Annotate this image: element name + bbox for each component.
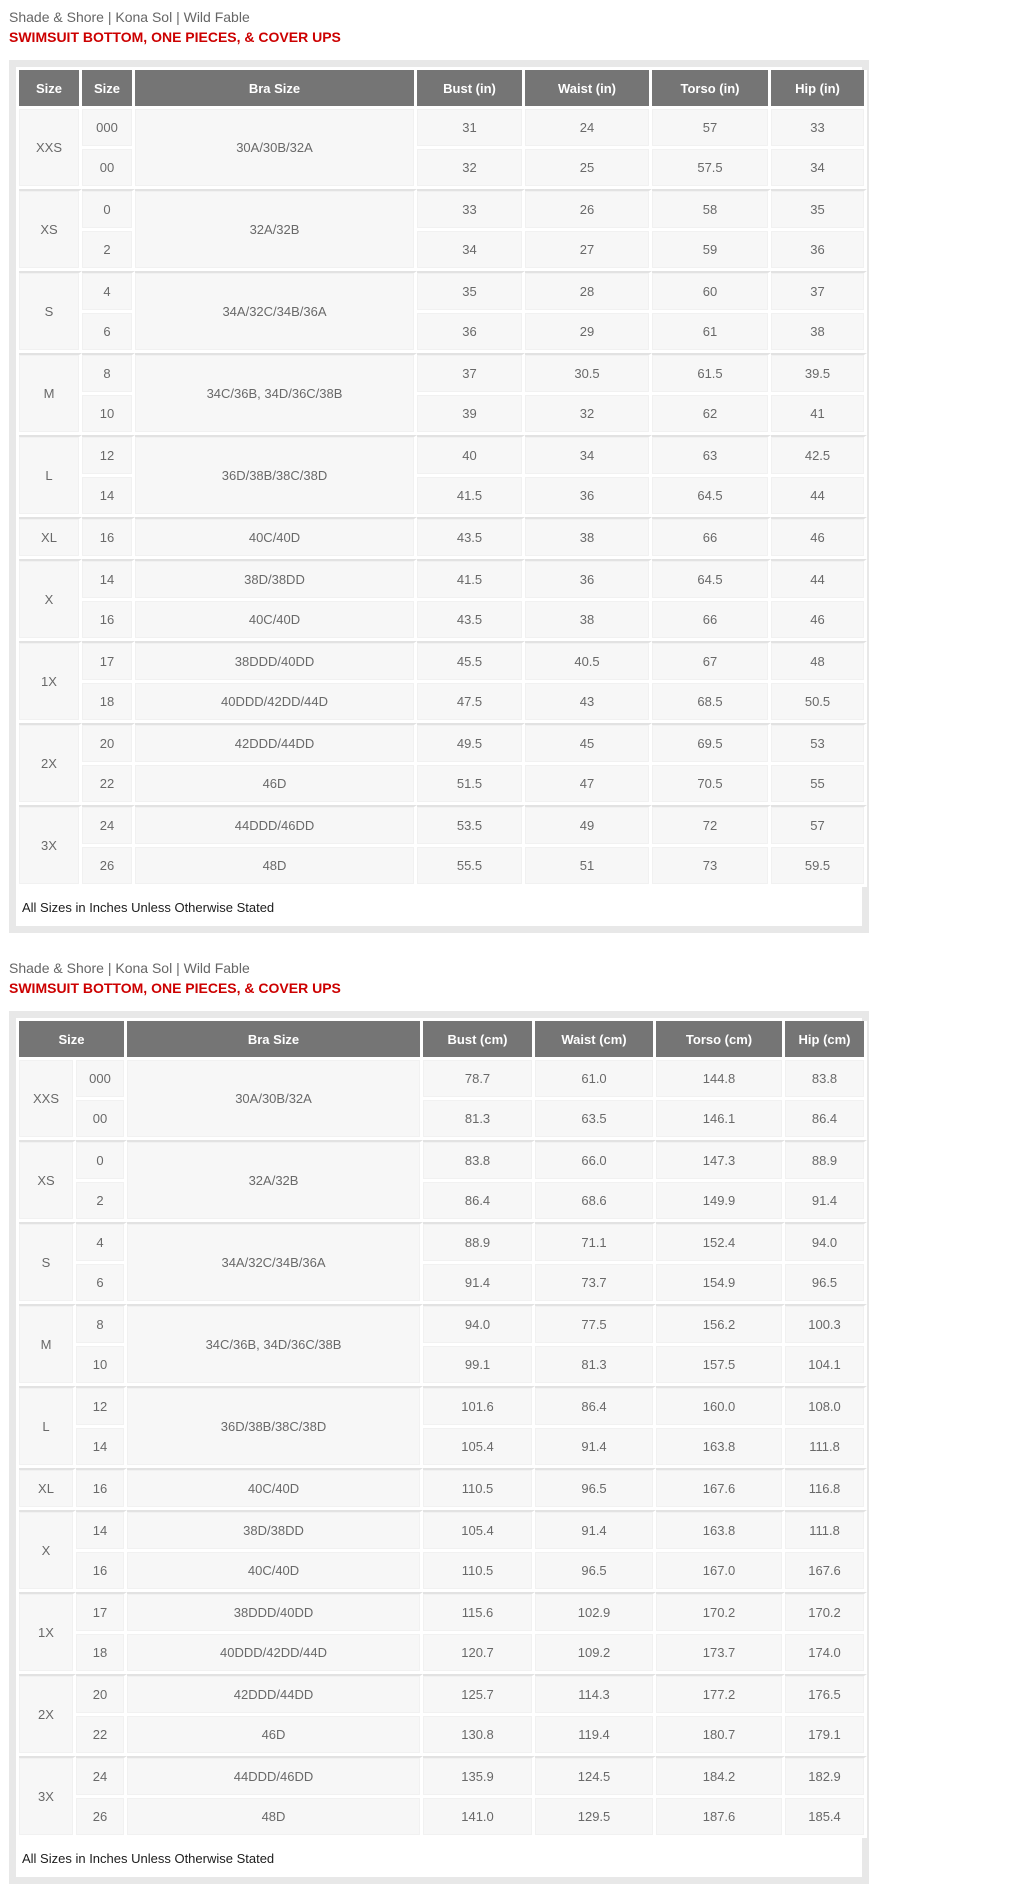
brand-list: Shade & Shore | Kona Sol | Wild Fable — [9, 9, 250, 25]
bra-size-cell: 40DDD/42DD/44D — [127, 1634, 423, 1674]
size-cell: 000 — [76, 1060, 127, 1100]
measurement-cell: 70.5 — [652, 765, 771, 805]
size-cell: 10 — [76, 1346, 127, 1386]
table-row — [19, 1510, 867, 1552]
measurement-cell: 170.2 — [656, 1592, 785, 1634]
measurement-cell: 173.7 — [656, 1634, 785, 1674]
column-header: Torso (cm) — [656, 1021, 785, 1060]
size-group-cell: S — [19, 271, 82, 353]
size-cell: 14 — [82, 477, 135, 517]
measurement-cell: 40 — [417, 435, 525, 477]
size-cell: 14 — [76, 1510, 127, 1552]
size-cell: 26 — [76, 1798, 127, 1838]
size-table-cm — [19, 1021, 867, 1838]
size-group-cell: L — [19, 1386, 76, 1468]
measurement-cell: 170.2 — [785, 1592, 867, 1634]
table-row — [19, 517, 867, 559]
size-cell: 0 — [76, 1140, 127, 1182]
table-row — [19, 1468, 867, 1510]
bra-size-cell: 36D/38B/38C/38D — [135, 435, 417, 517]
bra-size-cell: 40C/40D — [135, 601, 417, 641]
size-cell: 17 — [82, 641, 135, 683]
table-row — [19, 1222, 867, 1264]
measurement-cell: 125.7 — [423, 1674, 535, 1716]
measurement-cell: 102.9 — [535, 1592, 656, 1634]
measurement-cell: 101.6 — [423, 1386, 535, 1428]
table-row — [19, 1592, 867, 1634]
table-row — [19, 109, 867, 149]
measurement-cell: 25 — [525, 149, 652, 189]
size-cell: 4 — [82, 271, 135, 313]
measurement-cell: 110.5 — [423, 1552, 535, 1592]
measurement-cell: 58 — [652, 189, 771, 231]
measurement-cell: 42.5 — [771, 435, 867, 477]
table-row — [19, 847, 867, 887]
table-row — [19, 189, 867, 231]
size-cell: 16 — [76, 1468, 127, 1510]
measurement-cell: 49 — [525, 805, 652, 847]
size-cell: 16 — [82, 517, 135, 559]
measurement-cell: 66 — [652, 517, 771, 559]
measurement-cell: 63 — [652, 435, 771, 477]
size-cell: 8 — [82, 353, 135, 395]
size-group-cell: 1X — [19, 1592, 76, 1674]
measurement-cell: 96.5 — [535, 1552, 656, 1592]
measurement-cell: 32 — [417, 149, 525, 189]
measurement-cell: 38 — [525, 601, 652, 641]
size-cell: 14 — [82, 559, 135, 601]
bra-size-cell: 38DDD/40DD — [135, 641, 417, 683]
bra-size-cell: 34C/36B, 34D/36C/38B — [135, 353, 417, 435]
measurement-cell: 63.5 — [535, 1100, 656, 1140]
measurement-cell: 67 — [652, 641, 771, 683]
measurement-cell: 33 — [771, 109, 867, 149]
column-header: Bra Size — [127, 1021, 423, 1060]
header-row — [19, 1021, 867, 1060]
size-cell: 10 — [82, 395, 135, 435]
measurement-cell: 157.5 — [656, 1346, 785, 1386]
size-cell: 00 — [76, 1100, 127, 1140]
measurement-cell: 73 — [652, 847, 771, 887]
size-chart-section-inches — [9, 8, 869, 933]
measurement-cell: 49.5 — [417, 723, 525, 765]
size-chart-panel-inches — [9, 60, 869, 933]
table-row — [19, 641, 867, 683]
measurement-cell: 119.4 — [535, 1716, 656, 1756]
measurement-cell: 105.4 — [423, 1428, 535, 1468]
measurement-cell: 163.8 — [656, 1510, 785, 1552]
size-cell: 18 — [82, 683, 135, 723]
table-container-cm — [16, 1018, 862, 1877]
measurement-cell: 45.5 — [417, 641, 525, 683]
size-cell: 00 — [82, 149, 135, 189]
measurement-cell: 47 — [525, 765, 652, 805]
measurement-cell: 38 — [771, 313, 867, 353]
measurement-cell: 83.8 — [423, 1140, 535, 1182]
measurement-cell: 177.2 — [656, 1674, 785, 1716]
measurement-cell: 71.1 — [535, 1222, 656, 1264]
measurement-cell: 32 — [525, 395, 652, 435]
bra-size-cell: 44DDD/46DD — [127, 1756, 423, 1798]
bra-size-cell: 34A/32C/34B/36A — [135, 271, 417, 353]
size-cell: 17 — [76, 1592, 127, 1634]
bra-size-cell: 40C/40D — [127, 1552, 423, 1592]
measurement-cell: 72 — [652, 805, 771, 847]
measurement-cell: 73.7 — [535, 1264, 656, 1304]
measurement-cell: 86.4 — [535, 1386, 656, 1428]
measurement-cell: 57.5 — [652, 149, 771, 189]
bra-size-cell: 38D/38DD — [135, 559, 417, 601]
measurement-cell: 24 — [525, 109, 652, 149]
measurement-cell: 104.1 — [785, 1346, 867, 1386]
table-container-inches — [16, 67, 862, 926]
table-row — [19, 601, 867, 641]
measurement-cell: 40.5 — [525, 641, 652, 683]
measurement-cell: 36 — [771, 231, 867, 271]
measurement-cell: 34 — [771, 149, 867, 189]
measurement-cell: 152.4 — [656, 1222, 785, 1264]
size-cell: 16 — [76, 1552, 127, 1592]
size-table-inches — [19, 70, 867, 887]
bra-size-cell: 40C/40D — [127, 1468, 423, 1510]
size-cell: 000 — [82, 109, 135, 149]
bra-size-cell: 42DDD/44DD — [127, 1674, 423, 1716]
measurement-cell: 45 — [525, 723, 652, 765]
measurement-cell: 91.4 — [785, 1182, 867, 1222]
measurement-cell: 88.9 — [423, 1222, 535, 1264]
column-header: Hip (in) — [771, 70, 867, 109]
measurement-cell: 182.9 — [785, 1756, 867, 1798]
measurement-cell: 66.0 — [535, 1140, 656, 1182]
size-group-cell: XL — [19, 1468, 76, 1510]
measurement-cell: 36 — [525, 559, 652, 601]
bra-size-cell: 46D — [135, 765, 417, 805]
size-group-cell: 3X — [19, 1756, 76, 1838]
size-cell: 26 — [82, 847, 135, 887]
column-header: Hip (cm) — [785, 1021, 867, 1060]
measurement-cell: 33 — [417, 189, 525, 231]
size-cell: 24 — [82, 805, 135, 847]
column-header: Size — [19, 70, 82, 109]
bra-size-cell: 30A/30B/32A — [135, 109, 417, 189]
table-row — [19, 1634, 867, 1674]
size-group-cell: 1X — [19, 641, 82, 723]
measurement-cell: 57 — [652, 109, 771, 149]
measurement-cell: 111.8 — [785, 1510, 867, 1552]
measurement-cell: 41.5 — [417, 477, 525, 517]
size-cell: 20 — [82, 723, 135, 765]
measurement-cell: 185.4 — [785, 1798, 867, 1838]
size-cell: 4 — [76, 1222, 127, 1264]
table-row — [19, 805, 867, 847]
column-header: Bust (cm) — [423, 1021, 535, 1060]
measurement-cell: 36 — [417, 313, 525, 353]
table-row — [19, 1716, 867, 1756]
measurement-cell: 35 — [417, 271, 525, 313]
measurement-cell: 39 — [417, 395, 525, 435]
measurement-cell: 167.0 — [656, 1552, 785, 1592]
bra-size-cell: 44DDD/46DD — [135, 805, 417, 847]
size-group-cell: XS — [19, 189, 82, 271]
bra-size-cell: 34C/36B, 34D/36C/38B — [127, 1304, 423, 1386]
measurement-cell: 61.5 — [652, 353, 771, 395]
measurement-cell: 53.5 — [417, 805, 525, 847]
measurement-cell: 115.6 — [423, 1592, 535, 1634]
measurement-cell: 184.2 — [656, 1756, 785, 1798]
footnote-cm: All Sizes in Inches Unless Otherwise Stated — [19, 1838, 859, 1874]
column-header: Waist (cm) — [535, 1021, 656, 1060]
size-group-cell: XXS — [19, 1060, 76, 1140]
measurement-cell: 135.9 — [423, 1756, 535, 1798]
measurement-cell: 130.8 — [423, 1716, 535, 1756]
measurement-cell: 100.3 — [785, 1304, 867, 1346]
measurement-cell: 69.5 — [652, 723, 771, 765]
size-cell: 6 — [82, 313, 135, 353]
measurement-cell: 144.8 — [656, 1060, 785, 1100]
column-header: Waist (in) — [525, 70, 652, 109]
measurement-cell: 44 — [771, 477, 867, 517]
size-cell: 0 — [82, 189, 135, 231]
bra-size-cell: 46D — [127, 1716, 423, 1756]
bra-size-cell: 48D — [135, 847, 417, 887]
size-group-cell: XS — [19, 1140, 76, 1222]
size-group-cell: S — [19, 1222, 76, 1304]
measurement-cell: 94.0 — [785, 1222, 867, 1264]
measurement-cell: 29 — [525, 313, 652, 353]
measurement-cell: 174.0 — [785, 1634, 867, 1674]
measurement-cell: 108.0 — [785, 1386, 867, 1428]
measurement-cell: 167.6 — [785, 1552, 867, 1592]
size-chart-panel-cm — [9, 1011, 869, 1884]
size-cell: 6 — [76, 1264, 127, 1304]
measurement-cell: 88.9 — [785, 1140, 867, 1182]
measurement-cell: 91.4 — [423, 1264, 535, 1304]
measurement-cell: 156.2 — [656, 1304, 785, 1346]
size-chart-section-cm — [9, 959, 869, 1884]
page-title: SWIMSUIT BOTTOM, ONE PIECES, & COVER UPS — [9, 980, 341, 996]
measurement-cell: 86.4 — [423, 1182, 535, 1222]
measurement-cell: 47.5 — [417, 683, 525, 723]
size-cell: 24 — [76, 1756, 127, 1798]
table-row — [19, 1798, 867, 1838]
table-row — [19, 353, 867, 395]
size-group-cell: 2X — [19, 723, 82, 805]
measurement-cell: 91.4 — [535, 1428, 656, 1468]
column-header: Bust (in) — [417, 70, 525, 109]
measurement-cell: 141.0 — [423, 1798, 535, 1838]
measurement-cell: 44 — [771, 559, 867, 601]
bra-size-cell: 40C/40D — [135, 517, 417, 559]
measurement-cell: 116.8 — [785, 1468, 867, 1510]
measurement-cell: 105.4 — [423, 1510, 535, 1552]
measurement-cell: 50.5 — [771, 683, 867, 723]
measurement-cell: 96.5 — [785, 1264, 867, 1304]
size-cell: 2 — [82, 231, 135, 271]
size-group-cell: M — [19, 353, 82, 435]
measurement-cell: 120.7 — [423, 1634, 535, 1674]
measurement-cell: 26 — [525, 189, 652, 231]
measurement-cell: 160.0 — [656, 1386, 785, 1428]
measurement-cell: 68.6 — [535, 1182, 656, 1222]
table-row — [19, 559, 867, 601]
table-row — [19, 1552, 867, 1592]
measurement-cell: 48 — [771, 641, 867, 683]
bra-size-cell: 48D — [127, 1798, 423, 1838]
size-cell: 14 — [76, 1428, 127, 1468]
measurement-cell: 114.3 — [535, 1674, 656, 1716]
bra-size-cell: 36D/38B/38C/38D — [127, 1386, 423, 1468]
measurement-cell: 109.2 — [535, 1634, 656, 1674]
table-row — [19, 1674, 867, 1716]
measurement-cell: 36 — [525, 477, 652, 517]
size-group-cell: 3X — [19, 805, 82, 887]
measurement-cell: 51 — [525, 847, 652, 887]
measurement-cell: 180.7 — [656, 1716, 785, 1756]
measurement-cell: 163.8 — [656, 1428, 785, 1468]
measurement-cell: 99.1 — [423, 1346, 535, 1386]
measurement-cell: 55 — [771, 765, 867, 805]
measurement-cell: 46 — [771, 517, 867, 559]
measurement-cell: 187.6 — [656, 1798, 785, 1838]
table-row — [19, 1304, 867, 1346]
measurement-cell: 43.5 — [417, 517, 525, 559]
measurement-cell: 51.5 — [417, 765, 525, 805]
measurement-cell: 176.5 — [785, 1674, 867, 1716]
measurement-cell: 55.5 — [417, 847, 525, 887]
table-row — [19, 271, 867, 313]
measurement-cell: 43.5 — [417, 601, 525, 641]
measurement-cell: 61.0 — [535, 1060, 656, 1100]
measurement-cell: 129.5 — [535, 1798, 656, 1838]
table-row — [19, 1140, 867, 1182]
measurement-cell: 91.4 — [535, 1510, 656, 1552]
measurement-cell: 28 — [525, 271, 652, 313]
measurement-cell: 124.5 — [535, 1756, 656, 1798]
measurement-cell: 149.9 — [656, 1182, 785, 1222]
size-group-cell: X — [19, 559, 82, 641]
measurement-cell: 78.7 — [423, 1060, 535, 1100]
table-row — [19, 1756, 867, 1798]
measurement-cell: 37 — [771, 271, 867, 313]
size-cell: 2 — [76, 1182, 127, 1222]
measurement-cell: 30.5 — [525, 353, 652, 395]
measurement-cell: 38 — [525, 517, 652, 559]
table-row — [19, 765, 867, 805]
measurement-cell: 64.5 — [652, 559, 771, 601]
measurement-cell: 35 — [771, 189, 867, 231]
measurement-cell: 41 — [771, 395, 867, 435]
column-header: Torso (in) — [652, 70, 771, 109]
measurement-cell: 60 — [652, 271, 771, 313]
measurement-cell: 61 — [652, 313, 771, 353]
measurement-cell: 59 — [652, 231, 771, 271]
measurement-cell: 111.8 — [785, 1428, 867, 1468]
bra-size-cell: 34A/32C/34B/36A — [127, 1222, 423, 1304]
measurement-cell: 41.5 — [417, 559, 525, 601]
measurement-cell: 34 — [525, 435, 652, 477]
size-group-cell: X — [19, 1510, 76, 1592]
measurement-cell: 154.9 — [656, 1264, 785, 1304]
footnote-inches: All Sizes in Inches Unless Otherwise Stated — [19, 887, 859, 923]
measurement-cell: 68.5 — [652, 683, 771, 723]
column-header: Bra Size — [135, 70, 417, 109]
bra-size-cell: 30A/30B/32A — [127, 1060, 423, 1140]
header-row — [19, 70, 867, 109]
measurement-cell: 27 — [525, 231, 652, 271]
size-cell: 8 — [76, 1304, 127, 1346]
bra-size-cell: 38D/38DD — [127, 1510, 423, 1552]
measurement-cell: 146.1 — [656, 1100, 785, 1140]
measurement-cell: 37 — [417, 353, 525, 395]
size-cell: 18 — [76, 1634, 127, 1674]
bra-size-cell: 40DDD/42DD/44D — [135, 683, 417, 723]
measurement-cell: 83.8 — [785, 1060, 867, 1100]
measurement-cell: 57 — [771, 805, 867, 847]
measurement-cell: 66 — [652, 601, 771, 641]
size-cell: 12 — [82, 435, 135, 477]
measurement-cell: 110.5 — [423, 1468, 535, 1510]
measurement-cell: 31 — [417, 109, 525, 149]
measurement-cell: 62 — [652, 395, 771, 435]
measurement-cell: 81.3 — [423, 1100, 535, 1140]
size-group-cell: XL — [19, 517, 82, 559]
measurement-cell: 39.5 — [771, 353, 867, 395]
table-row — [19, 683, 867, 723]
measurement-cell: 86.4 — [785, 1100, 867, 1140]
size-group-cell: M — [19, 1304, 76, 1386]
measurement-cell: 179.1 — [785, 1716, 867, 1756]
bra-size-cell: 32A/32B — [135, 189, 417, 271]
size-cell: 12 — [76, 1386, 127, 1428]
column-header: Size — [82, 70, 135, 109]
measurement-cell: 34 — [417, 231, 525, 271]
measurement-cell: 81.3 — [535, 1346, 656, 1386]
size-group-cell: XXS — [19, 109, 82, 189]
page-title: SWIMSUIT BOTTOM, ONE PIECES, & COVER UPS — [9, 29, 341, 45]
table-row — [19, 1386, 867, 1428]
measurement-cell: 96.5 — [535, 1468, 656, 1510]
brand-list: Shade & Shore | Kona Sol | Wild Fable — [9, 960, 250, 976]
measurement-cell: 43 — [525, 683, 652, 723]
table-row — [19, 723, 867, 765]
size-cell: 22 — [82, 765, 135, 805]
bra-size-cell: 38DDD/40DD — [127, 1592, 423, 1634]
measurement-cell: 147.3 — [656, 1140, 785, 1182]
measurement-cell: 94.0 — [423, 1304, 535, 1346]
bra-size-cell: 42DDD/44DD — [135, 723, 417, 765]
measurement-cell: 64.5 — [652, 477, 771, 517]
bra-size-cell: 32A/32B — [127, 1140, 423, 1222]
column-header: Size — [19, 1021, 127, 1060]
measurement-cell: 46 — [771, 601, 867, 641]
size-cell: 22 — [76, 1716, 127, 1756]
table-row — [19, 435, 867, 477]
measurement-cell: 77.5 — [535, 1304, 656, 1346]
measurement-cell: 53 — [771, 723, 867, 765]
size-group-cell: 2X — [19, 1674, 76, 1756]
size-group-cell: L — [19, 435, 82, 517]
measurement-cell: 167.6 — [656, 1468, 785, 1510]
size-cell: 20 — [76, 1674, 127, 1716]
size-cell: 16 — [82, 601, 135, 641]
table-row — [19, 1060, 867, 1100]
measurement-cell: 59.5 — [771, 847, 867, 887]
